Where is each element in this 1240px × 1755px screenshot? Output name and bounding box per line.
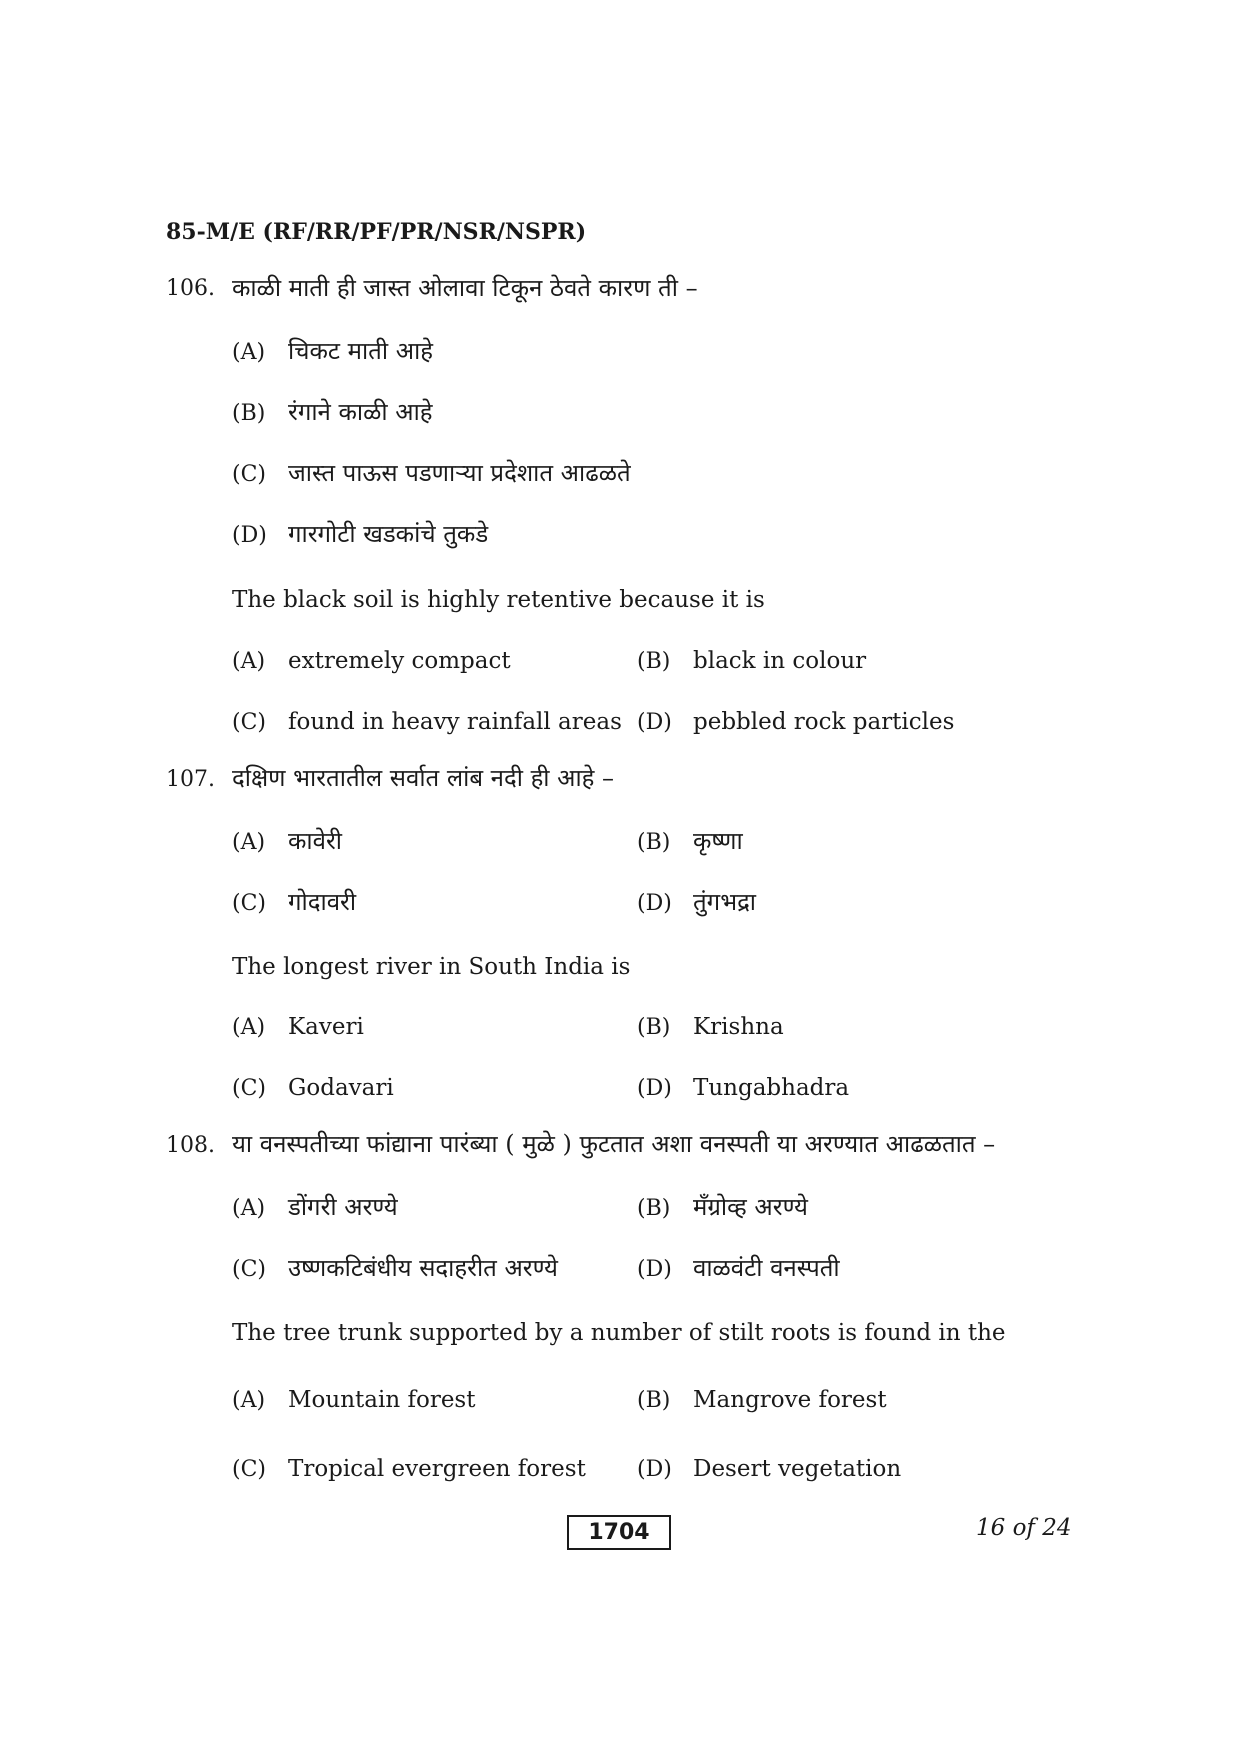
option-text-english: pebbled rock particles bbox=[693, 709, 955, 735]
option-text-english: Mountain forest bbox=[288, 1387, 476, 1413]
option-text-english: Krishna bbox=[693, 1014, 784, 1040]
option-label: (A) bbox=[232, 649, 266, 674]
option-label: (D) bbox=[637, 710, 672, 735]
option-label: (B) bbox=[637, 1388, 671, 1413]
option-text-english: extremely compact bbox=[288, 648, 511, 674]
option-label: (A) bbox=[232, 1388, 266, 1413]
option-label: (A) bbox=[232, 1196, 266, 1221]
option-label: (A) bbox=[232, 830, 266, 855]
option-label: (D) bbox=[232, 523, 267, 548]
option-text-english: Tungabhadra bbox=[693, 1075, 850, 1101]
question-text-marathi: काळी माती ही जास्त ओलावा टिकून ठेवते कारण ती – bbox=[232, 274, 698, 302]
option-label: (C) bbox=[232, 1457, 266, 1482]
option-label: (B) bbox=[637, 1196, 671, 1221]
option-label: (C) bbox=[232, 1076, 266, 1101]
question-text-english: The longest river in South India is bbox=[232, 954, 631, 980]
option-label: (B) bbox=[637, 1015, 671, 1040]
paper-code-header: 85-M/E (RF/RR/PF/PR/NSR/NSPR) bbox=[166, 219, 587, 245]
option-text-marathi: उष्णकटिबंधीय सदाहरीत अरण्ये bbox=[288, 1254, 558, 1282]
option-label: (D) bbox=[637, 1257, 672, 1282]
option-text-english: Desert vegetation bbox=[693, 1456, 902, 1482]
option-text-marathi: गारगोटी खडकांचे तुकडे bbox=[288, 520, 489, 548]
option-text-marathi: कावेरी bbox=[288, 827, 343, 855]
option-text-english: black in colour bbox=[693, 648, 867, 674]
option-label: (D) bbox=[637, 1457, 672, 1482]
option-text-english: Tropical evergreen forest bbox=[288, 1456, 586, 1482]
option-text-marathi: रंगाने काळी आहे bbox=[288, 398, 433, 426]
option-text-marathi: डोंगरी अरण्ये bbox=[288, 1193, 398, 1221]
question-number: 108. bbox=[166, 1133, 215, 1158]
page-number: 16 of 24 bbox=[976, 1515, 1072, 1541]
option-label: (D) bbox=[637, 1076, 672, 1101]
option-text-english: Kaveri bbox=[288, 1014, 364, 1040]
option-text-marathi: तुंगभद्रा bbox=[693, 888, 757, 916]
option-label: (C) bbox=[232, 462, 266, 487]
option-text-marathi: गोदावरी bbox=[288, 888, 357, 916]
question-text-marathi: या वनस्पतीच्या फांद्याना पारंब्या ( मुळे ) फुटतात अशा वनस्पती या अरण्यात आढळतात – bbox=[232, 1130, 996, 1158]
question-number: 106. bbox=[166, 276, 215, 301]
booklet-code-box: 1704 bbox=[567, 1515, 671, 1550]
option-text-marathi: चिकट माती आहे bbox=[288, 337, 433, 365]
option-label: (C) bbox=[232, 891, 266, 916]
option-label: (B) bbox=[637, 649, 671, 674]
option-label: (B) bbox=[637, 830, 671, 855]
option-label: (B) bbox=[232, 401, 266, 426]
option-text-marathi: कृष्णा bbox=[693, 827, 743, 855]
option-text-marathi: मँग्रोव्ह अरण्ये bbox=[693, 1193, 808, 1221]
option-label: (A) bbox=[232, 1015, 266, 1040]
option-text-english: Mangrove forest bbox=[693, 1387, 887, 1413]
question-text-marathi: दक्षिण भारतातील सर्वात लांब नदी ही आहे – bbox=[232, 764, 615, 792]
question-number: 107. bbox=[166, 767, 215, 792]
question-text-english: The tree trunk supported by a number of stilt roots is found in the bbox=[232, 1320, 1006, 1346]
option-text-english: Godavari bbox=[288, 1075, 394, 1101]
question-text-english: The black soil is highly retentive because it is bbox=[232, 587, 765, 613]
option-label: (C) bbox=[232, 710, 266, 735]
option-text-english: found in heavy rainfall areas bbox=[288, 709, 622, 735]
option-text-marathi: वाळवंटी वनस्पती bbox=[693, 1254, 840, 1282]
option-label: (D) bbox=[637, 891, 672, 916]
option-label: (A) bbox=[232, 340, 266, 365]
option-text-marathi: जास्त पाऊस पडणाऱ्या प्रदेशात आढळते bbox=[288, 459, 631, 487]
option-label: (C) bbox=[232, 1257, 266, 1282]
